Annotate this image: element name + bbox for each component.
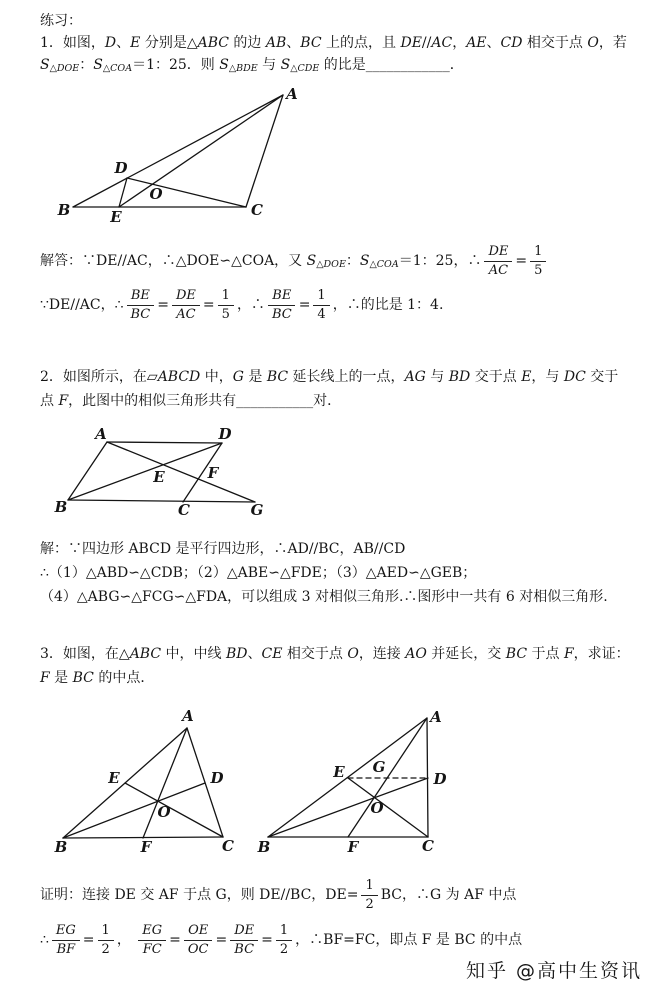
vertex-label-B: B [54, 498, 68, 516]
problem2-solution-line3: （4）△ABG∽△FCG∽△FDA，可以组成 3 对相似三角形.∴图形中一共有 6 对相似三角形. [40, 589, 608, 605]
vertex-label-E: E [108, 769, 120, 787]
problem3-statement-line2: F 是 BC 的中点． [40, 670, 155, 686]
vertex-label-O: O [149, 185, 163, 203]
vertex-label-D: D [218, 425, 232, 443]
problem1-statement-line2: S △DOE ： S △COA ＝1：25．则 S △BDE 与 S △CDE 的比是 ____________ ． [40, 57, 464, 74]
vertex-label-G: G [250, 501, 264, 519]
fraction: $\frac{BE}{BC}$ [127, 288, 155, 322]
fraction: $\frac{1}{4}$ [313, 288, 329, 322]
vertex-label-O: O [157, 803, 171, 821]
vertex-label-D: D [433, 770, 447, 788]
problem3-left-triangle-diagram [50, 700, 245, 860]
vertex-label-D: D [114, 159, 128, 177]
vertex-label-G: G [372, 758, 386, 776]
edge-BD [268, 778, 428, 837]
vertex-label-C: C [222, 837, 234, 855]
fraction: $\frac{1}{2}$ [361, 878, 377, 912]
problem2-statement-line1: 2．如图所示，在▱ ABCD 中， G 是 BC 延长线上的一点， AG 与 BD 交于点 E ，与 DC 交于 [40, 369, 619, 385]
vertex-label-A: A [182, 707, 194, 725]
problem1-solution-line1: 解答：∵DE//AC，∴△DOE∽△COA，又 S △DOE ： S △COA ＝1：25，∴ $\frac{DE}{AC}$ = $\frac{1}{5}$ [40, 237, 549, 285]
problem3-right-triangle-diagram [255, 700, 450, 860]
fraction: $\frac{1}{2}$ [98, 923, 114, 957]
worksheet-title: 练习： [40, 13, 82, 29]
vertex-label-E: E [333, 763, 345, 781]
vertex-label-C: C [251, 201, 263, 219]
edge-BD [68, 443, 222, 500]
problem1-triangle-diagram [45, 85, 320, 225]
edge-DC [127, 178, 246, 207]
vertex-label-B: B [57, 201, 71, 219]
problem2-parallelogram-diagram [45, 425, 300, 525]
edge-CE [348, 778, 428, 837]
edge-BG [68, 500, 255, 502]
fraction: $\frac{1}{5}$ [530, 244, 546, 278]
edge-AG [107, 442, 255, 502]
problem3-statement-line1: 3．如图，在△ ABC 中，中线 BD 、 CE 相交于点 O ，连接 AO 并延长，交 BC 于点 F ，求证： [40, 646, 630, 662]
fraction: $\frac{1}{5}$ [218, 288, 234, 322]
fraction: $\frac{EG}{FC}$ [138, 923, 166, 957]
fraction: $\frac{EG}{BF}$ [52, 923, 80, 957]
vertex-label-O: O [370, 799, 384, 817]
edge-AE [119, 95, 283, 207]
edge-AB [68, 442, 107, 500]
problem2-statement-line2: 点 F ，此图中的相似三角形共有 ___________ 对． [40, 393, 342, 409]
vertex-label-F: F [207, 464, 219, 482]
vertex-label-D: D [210, 769, 224, 787]
problem2-solution-line1: 解：∵四边形 ABCD 是平行四边形，∴AD//BC，AB//CD [40, 541, 406, 557]
fraction: $\frac{DE}{AC}$ [172, 288, 200, 322]
fraction: $\frac{DE}{BC}$ [230, 923, 258, 957]
vertex-label-A: A [95, 425, 107, 443]
vertex-label-F: F [140, 838, 152, 856]
vertex-label-C: C [178, 501, 190, 519]
problem1-statement-line1: 1．如图， D 、 E 分别是△ ABC 的边 AB 、 BC 上的点，且 DE // AC ， AE 、 CD 相交于点 O ，若 [40, 35, 627, 51]
problem3-proof-line2: ∴ $\frac{EG}{BF}$ = $\frac{1}{2}$ ， $\frac{EG}{FC}$ = $\frac{OE}{OC}$ = $\frac{DE}{BC}$ = $\frac{1}{2}$ ，∴BF=FC，即点 F 是 BC 的中点 [40, 922, 523, 957]
edge-AF [143, 728, 187, 838]
problem2-solution-line2: ∴（1）△ABD∽△CDB；（2）△ABE∽△FDE；（3）△AED∽△GEB； [40, 565, 477, 581]
fraction: $\frac{1}{2}$ [276, 923, 292, 957]
fraction: $\frac{BE}{BC}$ [268, 288, 296, 322]
vertex-label-A: A [430, 708, 442, 726]
fraction: $\frac{DE}{AC}$ [484, 244, 512, 278]
vertex-label-F: F [347, 838, 359, 856]
edge-BD [63, 783, 205, 838]
edge-AD [107, 442, 222, 443]
watermark: 知乎 @高中生资讯 [465, 960, 642, 982]
vertex-label-B: B [257, 838, 271, 856]
vertex-label-C: C [422, 837, 434, 855]
vertex-label-A: A [286, 85, 298, 103]
vertex-label-E: E [110, 208, 122, 226]
vertex-label-B: B [54, 838, 68, 856]
fraction: $\frac{OE}{OC}$ [184, 923, 213, 957]
problem1-solution-line2: ∵DE//AC，∴ $\frac{BE}{BC}$ = $\frac{DE}{AC}$ = $\frac{1}{5}$ ，∴ $\frac{BE}{BC}$ = $\frac{1}{4}$ ，∴的比是 1：4. [40, 287, 444, 322]
problem3-proof-line1: 证明：连接 DE 交 AF 于点 G，则 DE//BC，DE= $\frac{1}{2}$ BC，∴G 为 AF 中点 [40, 877, 517, 912]
vertex-label-E: E [153, 468, 165, 486]
